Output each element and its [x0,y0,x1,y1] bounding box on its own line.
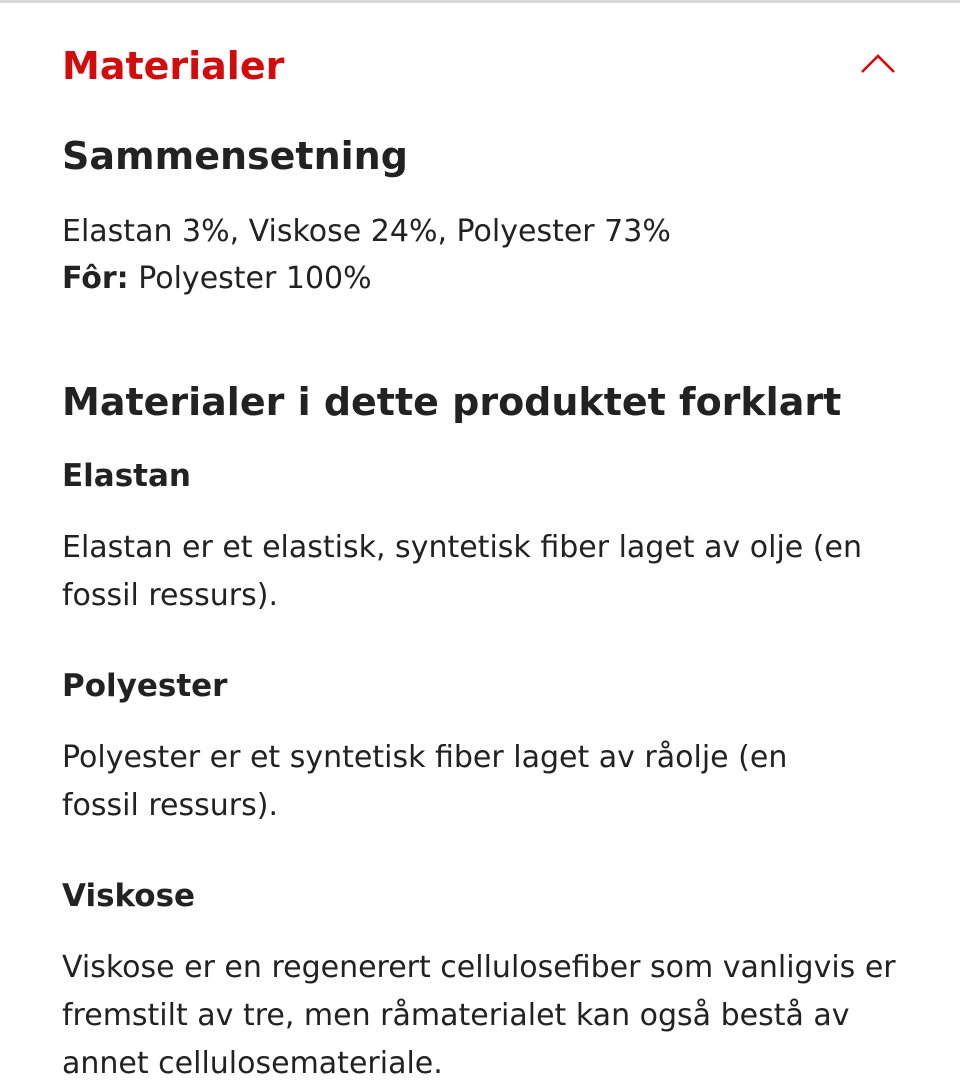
top-divider [0,0,960,3]
lining-value: Polyester 100% [128,261,372,296]
composition-text [62,208,898,302]
description-line: Polyester er et syntetisk fiber laget av råolje (en [62,740,788,775]
chevron-up-icon[interactable] [858,48,898,78]
materials-panel [62,128,898,1088]
description-line: fremstilt av tre, men råmaterialet kan også bestå av [62,998,850,1033]
composition-heading: Sammensetning [62,134,408,178]
composition-lining [62,255,898,302]
materials-explained-heading: Materialer i dette produktet forklart [62,380,842,424]
description-line: Viskose er en regenerert cellulosefiber som vanligvis er [62,950,896,985]
composition-main: Elastan 3%, Viskose 24%, Polyester 73% [62,214,671,249]
lining-label: Fôr: [62,261,129,296]
description-line: Elastan er et elastisk, syntetisk fiber laget av olje (en [62,530,862,565]
material-description [62,734,898,830]
material-item [62,662,898,830]
material-name: Viskose [62,878,196,914]
material-description [62,944,898,1088]
material-description [62,524,898,620]
description-line: fossil ressurs). [62,788,278,823]
material-name: Polyester [62,668,228,704]
material-item [62,452,898,620]
material-item [62,872,898,1088]
accordion-title: Materialer [62,44,285,88]
materials-accordion-header[interactable] [62,30,898,102]
description-line: annet cellulosemateriale. [62,1046,443,1081]
material-name: Elastan [62,458,191,494]
description-line: fossil ressurs). [62,578,278,613]
